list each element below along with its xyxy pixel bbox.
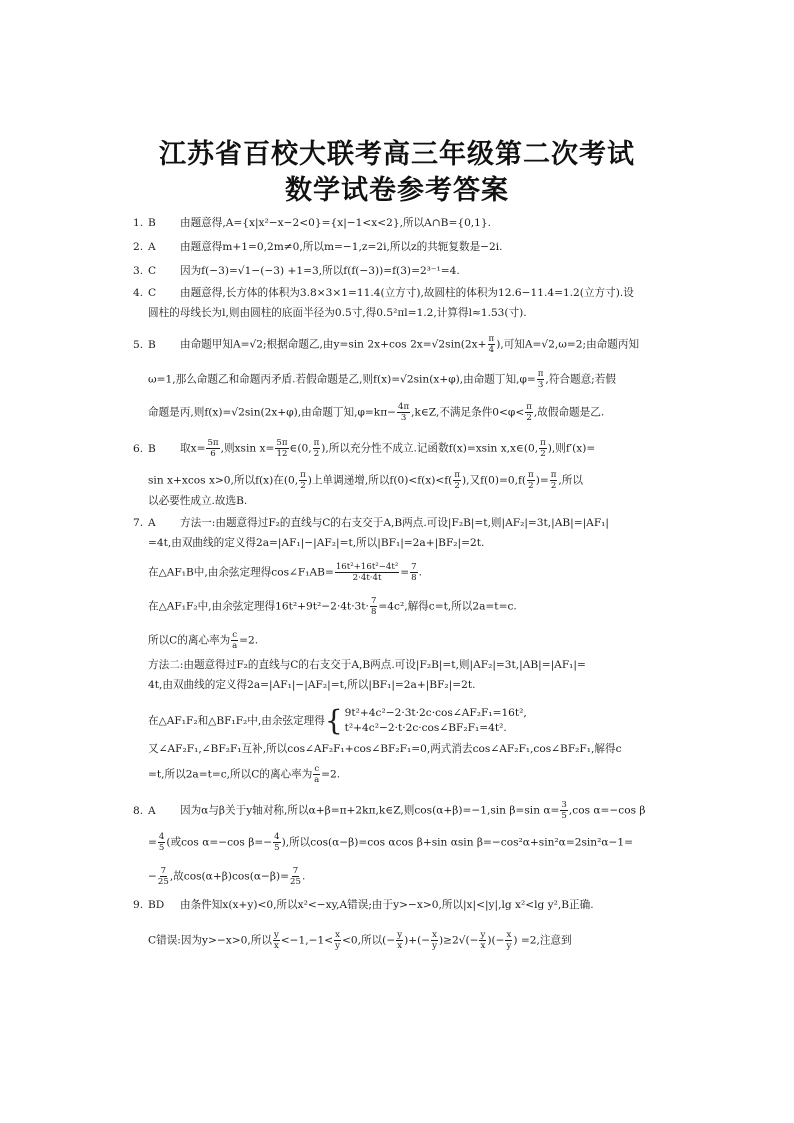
solution-text: =4c²,解得c=t,所以2a=t=c. <box>378 600 517 613</box>
fraction <box>537 369 545 390</box>
solution-text: 在△AF₁B中,由余弦定理得cos∠F₁AB= <box>148 566 334 579</box>
denominator: 3 <box>537 380 544 390</box>
question-6 <box>133 438 595 459</box>
solution-text: )上单调递增,所以f(0)<f(x)<f( <box>307 474 453 487</box>
equation-2: t²+4c²−2·t·2c·cos∠BF₂F₁=4t². <box>344 722 507 734</box>
fraction <box>479 930 486 951</box>
solution-text: = <box>400 566 410 579</box>
question-8 <box>133 800 646 821</box>
solution-continuation <box>148 706 527 736</box>
fraction <box>158 832 165 853</box>
question-number: 3. <box>133 265 144 277</box>
solution-text: =t,所以2a=t=c,所以C的离心率为 <box>148 768 313 781</box>
denominator: 8 <box>370 607 377 617</box>
solution-text: 因为f(−3)=√1−(−3) +1=3,所以f(f(−3))=f(3)=2³⁻¹=4. <box>180 265 460 277</box>
solution-text: C错误:因为y>−x>0,所以 <box>148 934 272 947</box>
fraction <box>370 596 377 617</box>
solution-text: ),所以充分性不成立.记函数f(x)=xsin x,x∈(0, <box>321 442 539 455</box>
solution-continuation <box>148 470 583 491</box>
page-title: 江苏省百校大联考高三年级第二次考试 <box>159 139 635 170</box>
question-7 <box>133 516 609 530</box>
fraction <box>273 930 280 951</box>
denominator: a <box>232 641 238 651</box>
solution-text: ),可知A=√2,ω=2;由命题丙知 <box>496 338 640 351</box>
solution-text: ,故cos(α+β)cos(α−β)= <box>169 870 290 883</box>
fraction <box>431 930 438 951</box>
solution-continuation: 圆柱的母线长为l,则由圆柱的底面半径为0.5寸,得0.5²πl=1.2,计算得l≈1.53(寸). <box>148 307 527 319</box>
fraction <box>313 438 321 459</box>
solution-continuation: 4t,由双曲线的定义得2a=|AF₁|−|AF₂|=t,所以|BF₁|=2a+|BF₂|=2t. <box>148 679 476 691</box>
solution-text: ),又f(0)=0,f( <box>461 474 527 487</box>
question-number: 7. <box>133 517 144 529</box>
numerator: 16t²+16t²−4t² <box>335 562 399 572</box>
solution-continuation <box>148 596 517 617</box>
question-4 <box>133 286 634 300</box>
denominator: 2 <box>313 449 320 459</box>
numerator: π <box>550 470 557 480</box>
numerator: 4 <box>274 832 280 842</box>
numerator: x <box>506 930 512 940</box>
solution-text: ,故假命题是乙. <box>533 406 605 419</box>
numerator: 4π <box>398 402 410 412</box>
fraction <box>158 866 169 887</box>
solution-text: = <box>148 836 157 849</box>
question-number: 5. <box>133 338 144 351</box>
numerator: π <box>528 470 534 480</box>
denominator: a <box>314 775 320 785</box>
equation-system <box>345 706 527 736</box>
solution-text: ,所以 <box>558 474 583 487</box>
fraction <box>410 562 417 583</box>
solution-text: ),则f′(x)= <box>547 442 596 455</box>
denominator: x <box>480 941 486 951</box>
denominator: 2·4t·4t <box>352 573 382 583</box>
fraction <box>397 402 410 423</box>
numerator: 7 <box>292 866 299 876</box>
solution-text: ) =2,注意到 <box>513 934 572 947</box>
question-answer: B <box>148 338 156 351</box>
solution-continuation <box>148 764 340 785</box>
numerator: y <box>397 930 403 940</box>
denominator: 5 <box>274 843 280 853</box>
solution-text: ),所以cos(α−β)=cos αcos β+sin αsin β=−cos²α+sin²α=2sin²α−1= <box>281 836 633 849</box>
question-number: 1. <box>133 217 144 229</box>
solution-continuation: =4t,由双曲线的定义得2a=|AF₁|−|AF₂|=t,所以|BF₁|=2a+|BF₂|=2t. <box>148 537 485 549</box>
solution-text: <0,所以(− <box>342 934 396 947</box>
fraction <box>275 438 288 459</box>
solution-text: )(− <box>487 934 505 947</box>
numerator: π <box>313 438 320 448</box>
solution-continuation: 以必要性成立.故选B. <box>148 495 248 507</box>
fraction <box>505 930 512 951</box>
question-answer: B <box>148 217 156 229</box>
fraction <box>335 562 399 583</box>
solution-text: =2. <box>239 634 259 647</box>
solution-text: sin x+xcos x>0,所以f(x)在(0, <box>148 474 299 487</box>
numerator: 7 <box>160 866 167 876</box>
denominator: x <box>397 941 403 951</box>
solution-text: 在△AF₁F₂中,由余弦定理得16t²+9t²−2·4t·3t· <box>148 600 369 613</box>
fraction <box>290 866 301 887</box>
solution-text: 因为α与β关于y轴对称,所以α+β=π+2kπ,k∈Z,则cos(α+β)=−1,sin β=sin α= <box>180 804 560 817</box>
solution-continuation: 方法二:由题意得过F₂的直线与C的右支交于A,B两点.可设|F₂B|=t,则|AF₂|=3t,|AB|=|AF₁|= <box>148 659 586 671</box>
solution-continuation <box>148 832 633 853</box>
equation-1: 9t²+4c²−2·3t·2c·cos∠AF₂F₁=16t², <box>344 707 527 719</box>
denominator: 12 <box>276 449 288 459</box>
fraction <box>527 470 535 491</box>
question-answer: A <box>148 517 156 529</box>
question-3 <box>133 264 460 278</box>
numerator: 4 <box>158 832 165 842</box>
numerator: 5π <box>207 438 219 448</box>
page-subtitle: 数学试卷参考答案 <box>285 175 509 206</box>
solution-text: ,cos α=−cos β <box>568 804 646 817</box>
solution-continuation <box>148 369 616 390</box>
solution-continuation <box>148 402 604 423</box>
solution-text: 所以C的离心率为 <box>148 634 231 647</box>
question-answer: B <box>148 442 156 455</box>
fraction <box>539 438 547 459</box>
numerator: x <box>432 930 437 940</box>
question-number: 9. <box>133 899 144 911</box>
numerator: x <box>335 930 341 940</box>
fraction <box>206 438 219 459</box>
solution-text: ,则xsin x= <box>220 442 275 455</box>
denominator: 3 <box>400 413 407 423</box>
solution-text: 由命题甲知A=√2;根据命题乙,由y=sin 2x+cos 2x=√2sin(2x+ <box>180 338 487 351</box>
fraction <box>299 470 307 491</box>
denominator: 5 <box>561 811 567 821</box>
question-number: 2. <box>133 241 144 253</box>
fraction <box>550 470 558 491</box>
question-number: 6. <box>133 442 144 455</box>
solution-text: 取x= <box>180 442 206 455</box>
numerator: 7 <box>411 562 417 572</box>
numerator: π <box>488 334 495 344</box>
fraction <box>334 930 341 951</box>
solution-text: 方法一:由题意得过F₂的直线与C的右支交于A,B两点.可设|F₂B|=t,则|AF₂|=3t,|AB|=|AF₁| <box>180 517 609 529</box>
solution-text: . <box>301 870 306 883</box>
denominator: 6 <box>210 449 216 459</box>
numerator: c <box>314 764 320 774</box>
question-answer: C <box>148 287 157 299</box>
fraction <box>396 930 403 951</box>
numerator: y <box>480 930 486 940</box>
denominator: y <box>335 941 341 951</box>
denominator: 25 <box>290 877 301 887</box>
denominator: 8 <box>411 573 417 583</box>
numerator: 3 <box>561 800 567 810</box>
denominator: 2 <box>526 413 532 423</box>
question-1 <box>133 216 491 230</box>
denominator: 2 <box>540 449 546 459</box>
denominator: y <box>432 941 437 951</box>
numerator: π <box>540 438 546 448</box>
fraction <box>453 470 461 491</box>
denominator: x <box>273 941 279 951</box>
numerator: 5π <box>276 438 288 448</box>
solution-text: 命题是丙,则f(x)=√2sin(2x+φ),由命题丁知,φ=kπ− <box>148 406 397 419</box>
solution-continuation <box>148 630 258 651</box>
solution-text: ,符合题意;若假 <box>545 373 616 386</box>
question-answer: A <box>148 804 156 817</box>
solution-text: (或cos α=−cos β=− <box>166 836 273 849</box>
question-5 <box>133 334 639 355</box>
fraction <box>231 630 238 651</box>
solution-text: )≥2√(− <box>438 934 479 947</box>
fraction <box>525 402 533 423</box>
question-answer: A <box>148 241 156 253</box>
question-answer: BD <box>148 899 165 911</box>
numerator: π <box>537 369 544 379</box>
solution-text: ω=1,那么命题乙和命题丙矛盾.若假命题是乙,则f(x)=√2sin(x+φ),由命题丁知,φ= <box>148 373 536 386</box>
numerator: c <box>232 630 238 640</box>
denominator: 2 <box>300 481 306 491</box>
denominator: 5 <box>158 843 165 853</box>
solution-text: . <box>418 566 423 579</box>
solution-continuation <box>148 562 422 583</box>
fraction <box>313 764 320 785</box>
solution-text: ,k∈Z,不满足条件0<φ< <box>411 406 525 419</box>
denominator: 2 <box>550 481 557 491</box>
solution-text: <−1,−1< <box>280 934 334 947</box>
solution-text: =2. <box>321 768 341 781</box>
numerator: π <box>454 470 460 480</box>
denominator: 2 <box>454 481 460 491</box>
numerator: π <box>526 402 532 412</box>
solution-continuation <box>148 930 572 951</box>
solution-text: )= <box>535 474 549 487</box>
question-number: 4. <box>133 287 144 299</box>
solution-text: )+(− <box>404 934 431 947</box>
solution-text: − <box>148 870 157 883</box>
solution-text: 由题意得,长方体的体积为3.8×3×1=11.4(立方寸),故圆柱的体积为12.6−11.4=1.2(立方寸).设 <box>180 287 634 299</box>
denominator: y <box>506 941 512 951</box>
numerator: π <box>300 470 306 480</box>
denominator: 25 <box>157 877 169 887</box>
solution-text: 在△AF₁F₂和△BF₁F₂中,由余弦定理得 <box>148 715 325 727</box>
fraction <box>273 832 280 853</box>
question-2 <box>133 240 503 254</box>
question-number: 8. <box>133 804 144 817</box>
solution-text: 由题意得,A={x|x²−x−2<0}={x|−1<x<2},所以A∩B={0,1}. <box>180 217 492 229</box>
solution-text: 由题意得m+1=0,2m≠0,所以m=−1,z=2i,所以z的共轭复数是−2i. <box>180 241 503 253</box>
solution-continuation <box>148 866 305 887</box>
solution-text: ∈(0, <box>289 442 312 455</box>
left-brace: { <box>324 704 343 737</box>
fraction <box>488 334 496 355</box>
solution-continuation: 又∠AF₂F₁,∠BF₂F₁互补,所以cos∠AF₂F₁+cos∠BF₂F₁=0,两式消去cos∠AF₂F₁,cos∠BF₂F₁,解得c <box>148 743 622 755</box>
denominator: 2 <box>528 481 534 491</box>
fraction <box>560 800 567 821</box>
numerator: y <box>273 930 279 940</box>
question-answer: C <box>148 265 157 277</box>
question-9 <box>133 898 594 912</box>
numerator: 7 <box>370 596 377 606</box>
solution-text: 由条件知x(x+y)<0,所以x²<−xy,A错误;由于y>−x>0,所以|x|<|y|,lg x²<lg y²,B正确. <box>180 899 594 911</box>
denominator: 4 <box>488 345 495 355</box>
